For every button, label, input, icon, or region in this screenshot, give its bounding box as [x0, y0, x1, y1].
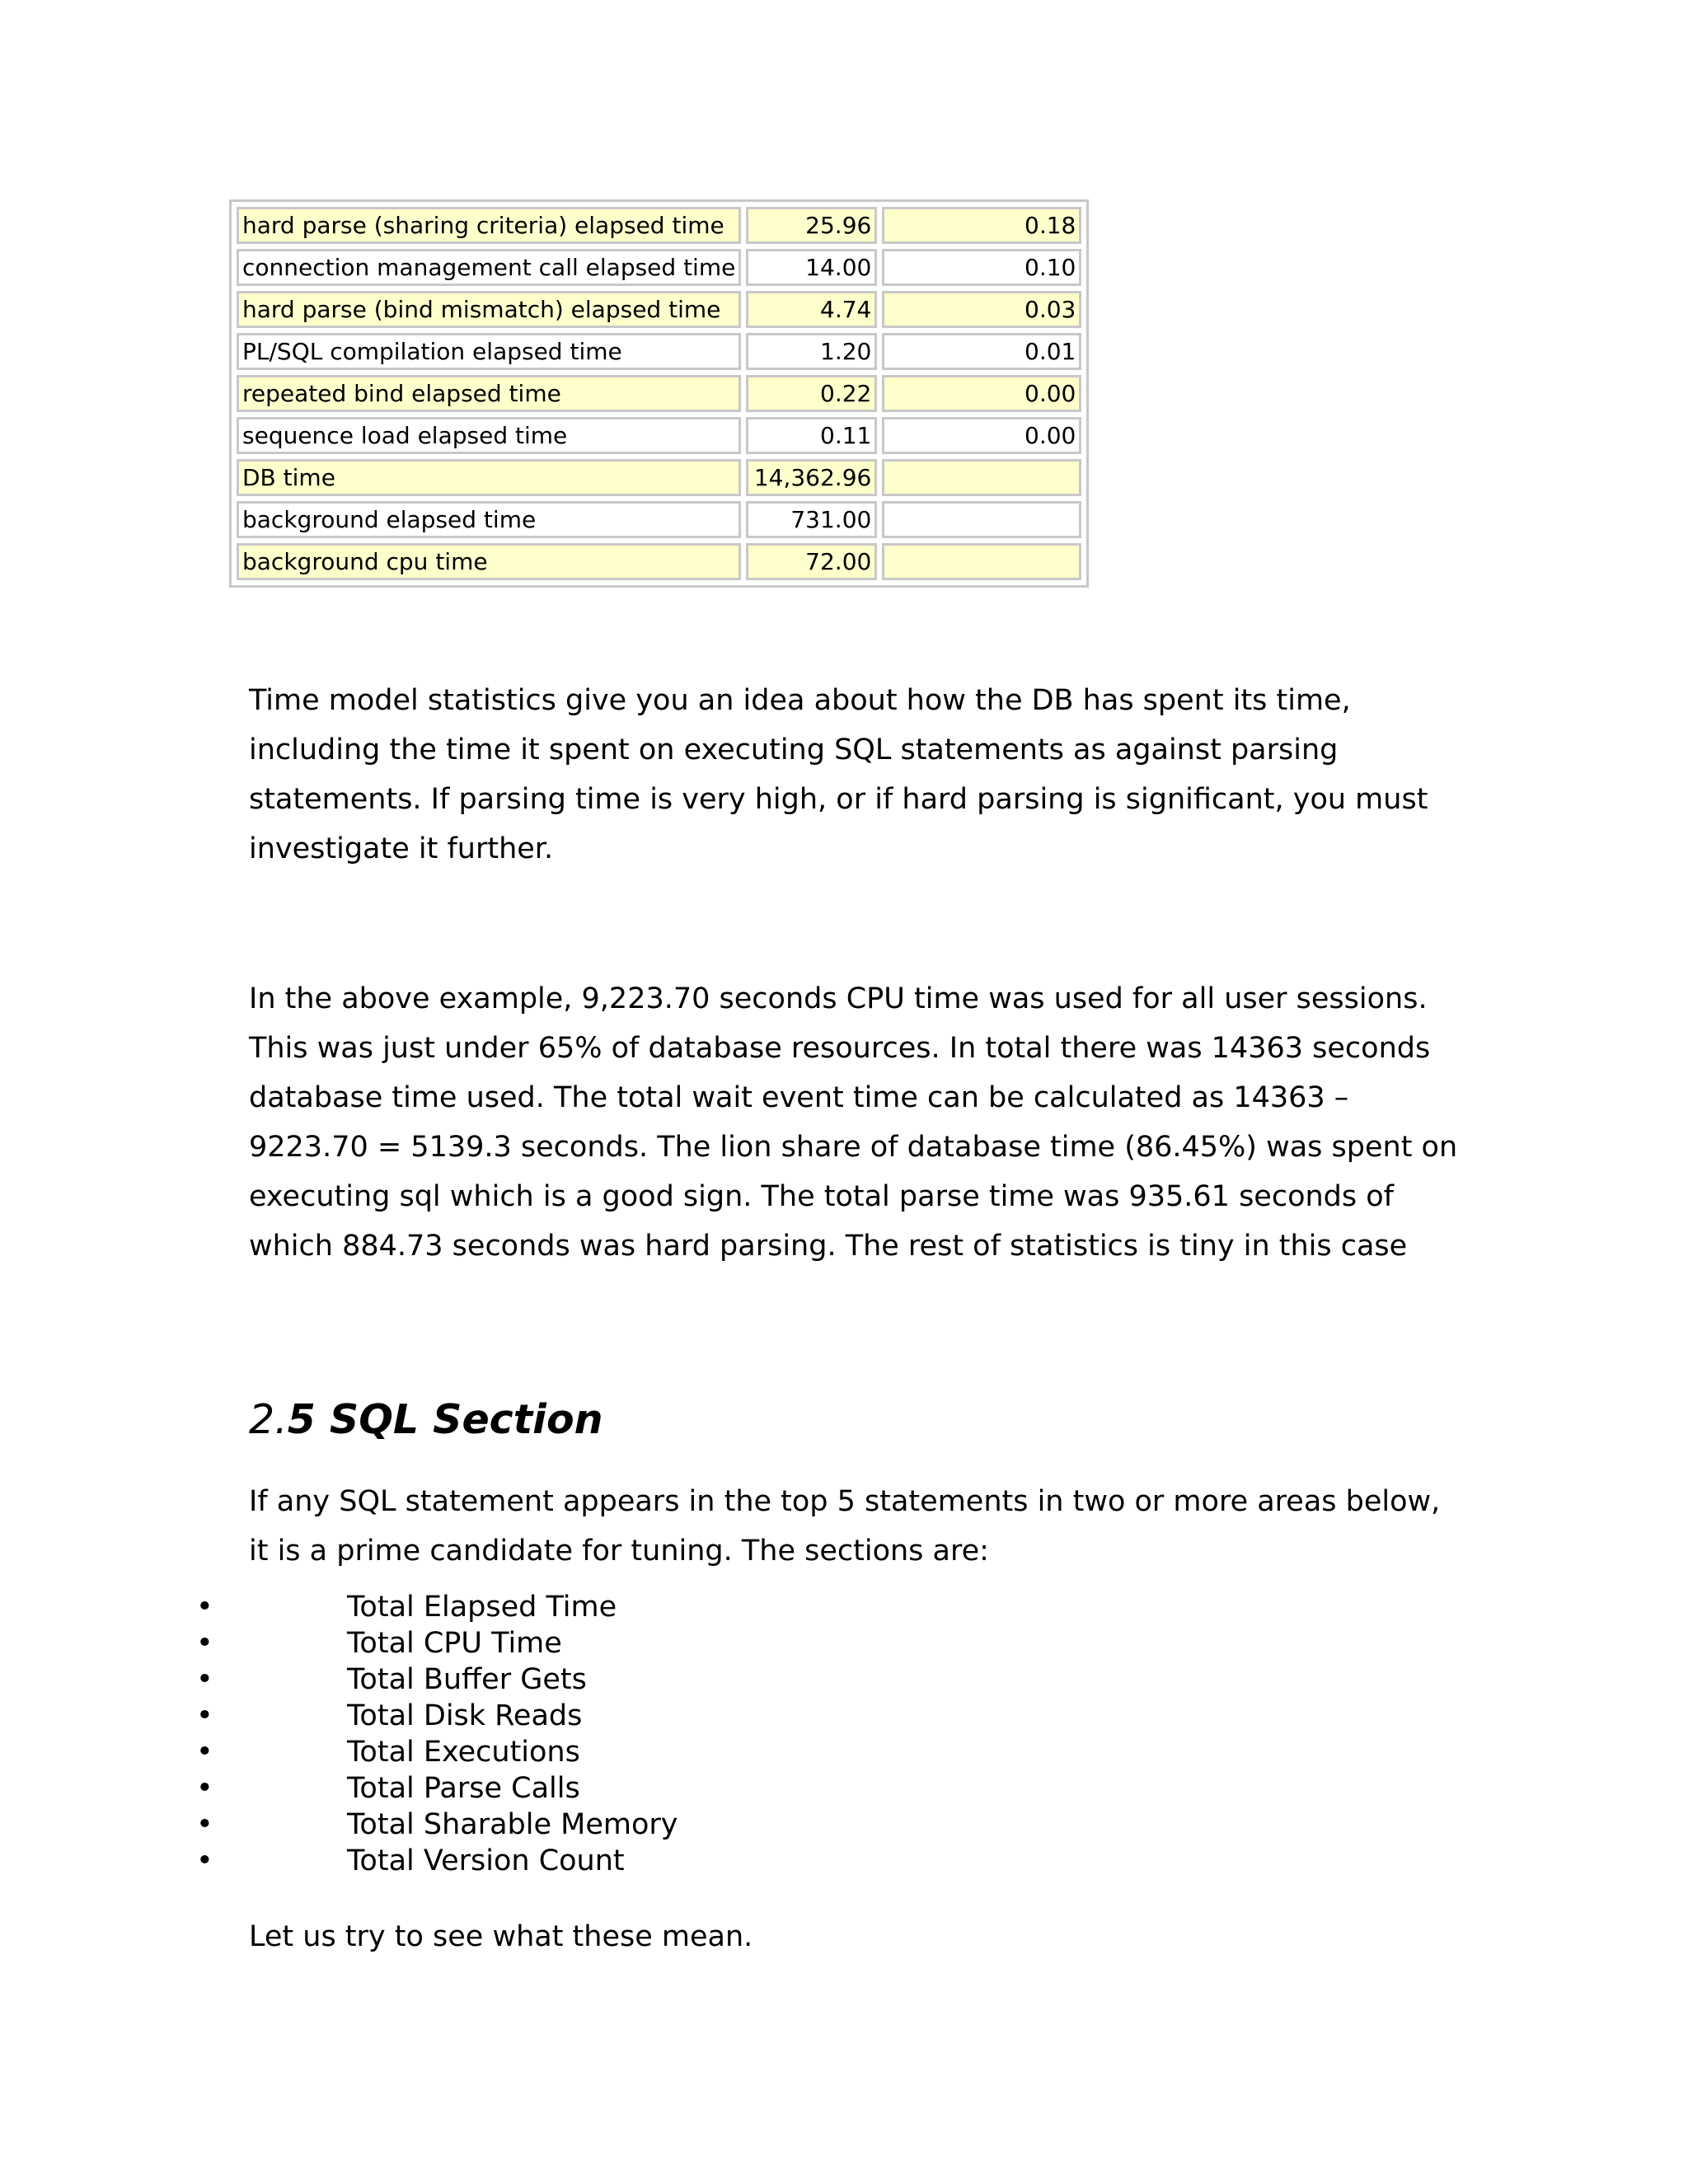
time-seconds: 1.20	[746, 333, 877, 370]
time-seconds: 4.74	[746, 291, 877, 328]
list-item-text: Total Elapsed Time	[347, 1591, 617, 1624]
time-seconds: 25.96	[746, 207, 877, 244]
section-heading	[249, 1391, 603, 1449]
statistic-name: PL/SQL compilation elapsed time	[237, 333, 741, 370]
pct-db-time	[882, 459, 1081, 496]
bullet-icon: •	[196, 1844, 213, 1877]
time-seconds: 0.11	[746, 417, 877, 454]
list-item-text: Total Parse Calls	[347, 1772, 580, 1805]
time-model-explanation-paragraph: Time model statistics give you an idea about how the DB has spent its time, including the time it spent on executing SQL statements as against parsing statements. If parsing time is very high, or if hard parsing is significant, you must investigate it further.	[249, 684, 1428, 865]
list-item-text: Total Buffer Gets	[347, 1663, 587, 1696]
table-row	[237, 333, 1081, 370]
table-row	[237, 543, 1081, 580]
bullet-icon: •	[196, 1772, 213, 1805]
pct-db-time: 0.03	[882, 291, 1081, 328]
statistic-name: hard parse (bind mismatch) elapsed time	[237, 291, 741, 328]
bullet-icon: •	[196, 1736, 213, 1769]
time-model-statistics-table	[229, 199, 1089, 588]
example-analysis-paragraph: In the above example, 9,223.70 seconds CPU time was used for all user sessions. This was just under 65% of database resources. In total there was 14363 seconds database time used. The total wait event time can be calculated as 14363 – 9223.70 = 5139.3 seconds. The lion share of database time (86.45%) was spent on executing sql which is a good sign. The total parse time was 935.61 seconds of which 884.73 seconds was hard parsing. The rest of statistics is tiny in this case	[249, 982, 1458, 1263]
table-row	[237, 249, 1081, 286]
list-item-text: Total Version Count	[347, 1844, 625, 1877]
section-number-prefix: 2.	[249, 1396, 288, 1443]
list-item-text: Total Executions	[347, 1736, 580, 1769]
pct-db-time	[882, 543, 1081, 580]
bullet-icon: •	[196, 1627, 213, 1660]
closing-paragraph: Let us try to see what these mean.	[249, 1920, 753, 1953]
table-row	[237, 207, 1081, 244]
time-seconds: 72.00	[746, 543, 877, 580]
list-item-text: Total Disk Reads	[347, 1699, 583, 1732]
pct-db-time: 0.01	[882, 333, 1081, 370]
bullet-icon: •	[196, 1663, 213, 1696]
bullet-icon: •	[196, 1808, 213, 1841]
table-row	[237, 375, 1081, 412]
table-row	[237, 501, 1081, 538]
pct-db-time	[882, 501, 1081, 538]
pct-db-time: 0.10	[882, 249, 1081, 286]
time-seconds: 14,362.96	[746, 459, 877, 496]
statistic-name: background elapsed time	[237, 501, 741, 538]
table-row	[237, 291, 1081, 328]
statistic-name: hard parse (sharing criteria) elapsed time	[237, 207, 741, 244]
statistic-name: DB time	[237, 459, 741, 496]
list-item-text: Total CPU Time	[347, 1627, 562, 1660]
time-seconds: 0.22	[746, 375, 877, 412]
statistic-name: connection management call elapsed time	[237, 249, 741, 286]
table-row	[237, 417, 1081, 454]
table-row	[237, 459, 1081, 496]
pct-db-time: 0.00	[882, 417, 1081, 454]
section-number-suffix: 5	[287, 1396, 316, 1443]
bullet-icon: •	[196, 1591, 213, 1624]
pct-db-time: 0.00	[882, 375, 1081, 412]
time-seconds: 731.00	[746, 501, 877, 538]
section-title: SQL Section	[315, 1396, 603, 1443]
statistic-name: repeated bind elapsed time	[237, 375, 741, 412]
statistic-name: sequence load elapsed time	[237, 417, 741, 454]
statistic-name: background cpu time	[237, 543, 741, 580]
sql-section-intro-paragraph: If any SQL statement appears in the top 5 statements in two or more areas below, it is a prime candidate for tuning. The sections are:	[249, 1485, 1441, 1568]
bullet-icon: •	[196, 1699, 213, 1732]
time-seconds: 14.00	[746, 249, 877, 286]
list-item-text: Total Sharable Memory	[347, 1808, 678, 1841]
pct-db-time: 0.18	[882, 207, 1081, 244]
